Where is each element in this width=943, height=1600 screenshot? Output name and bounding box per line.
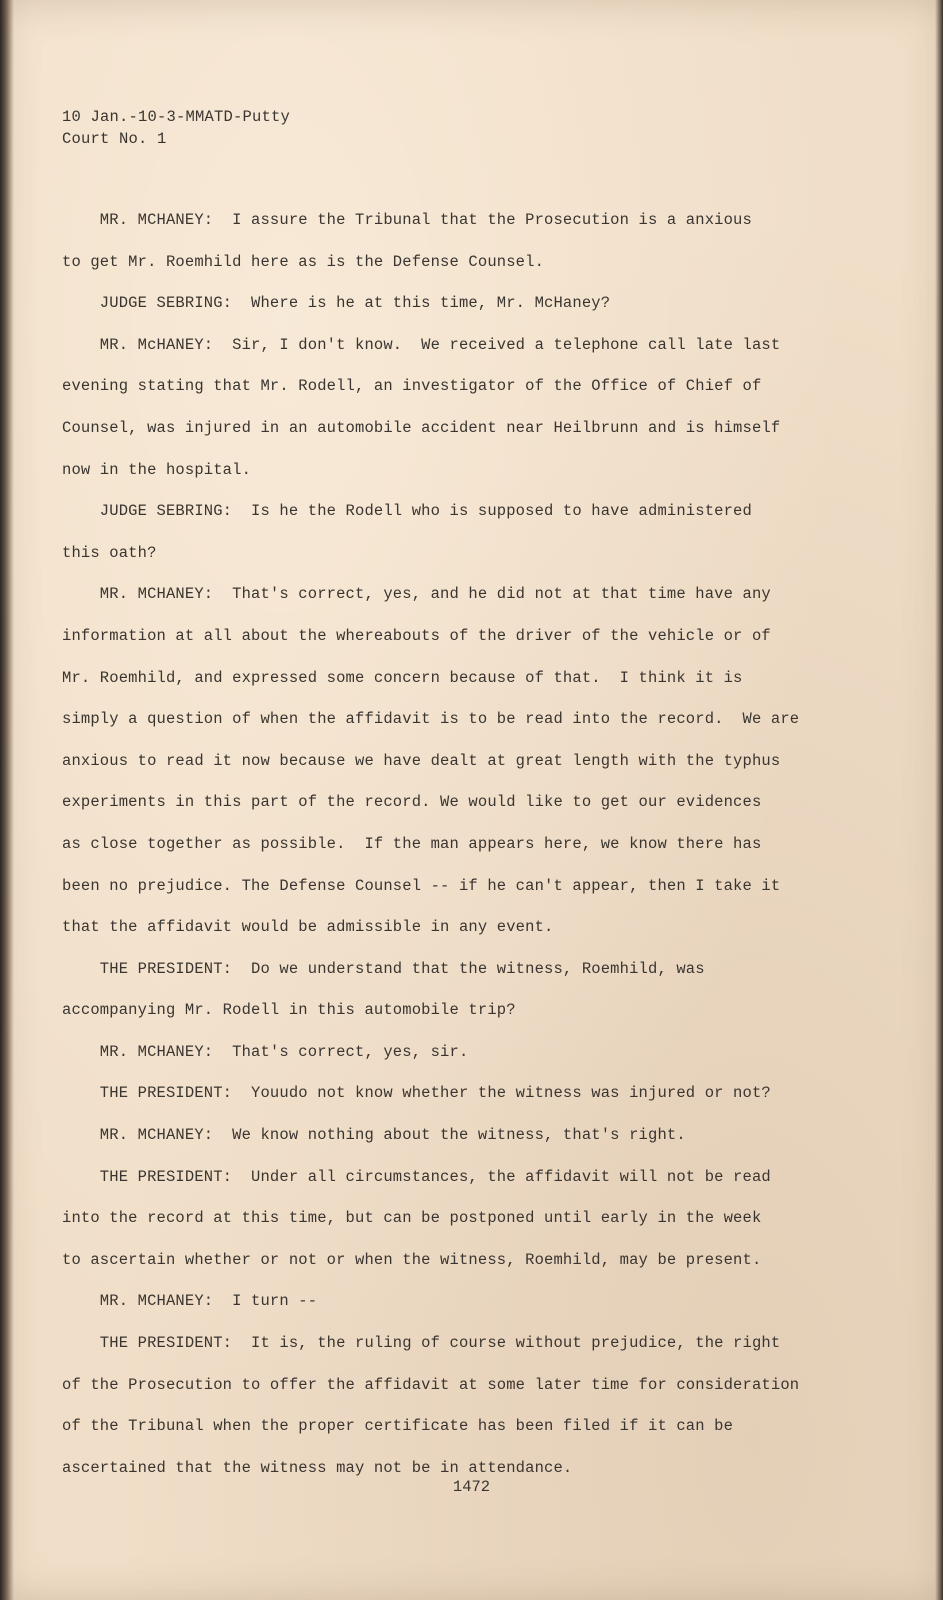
page-number: 1472 bbox=[452, 1478, 491, 1496]
transcript-line: MR. McHANEY: Sir, I don't know. We received a telephone call late last bbox=[62, 335, 781, 354]
transcript-body bbox=[62, 200, 882, 1489]
transcript-line: THE PRESIDENT: Do we understand that the witness, Roemhild, was bbox=[62, 959, 705, 978]
transcript-line: experiments in this part of the record. We would like to get our evidences bbox=[62, 793, 762, 812]
page-edge-shadow-right bbox=[935, 0, 943, 1600]
transcript-line: as close together as possible. If the man appears here, we know there has bbox=[62, 834, 762, 853]
transcript-line: MR. MCHANEY: I assure the Tribunal that the Prosecution is a anxious bbox=[62, 211, 752, 229]
transcript-line: ascertained that the witness may not be in attendance. bbox=[62, 1458, 573, 1477]
transcript-line: been no prejudice. The Defense Counsel -- if he can't appear, then I take it bbox=[62, 876, 781, 895]
transcript-line: Counsel, was injured in an automobile accident near Heilbrunn and is himself bbox=[62, 418, 781, 437]
transcript-line: THE PRESIDENT: It is, the ruling of course without prejudice, the right bbox=[62, 1334, 781, 1353]
transcript-line: anxious to read it now because we have dealt at great length with the typhus bbox=[62, 751, 781, 770]
transcript-line: of the Tribunal when the proper certificate has been filed if it can be bbox=[62, 1417, 734, 1436]
page-header bbox=[62, 106, 290, 150]
transcript-line: JUDGE SEBRING: Where is he at this time, Mr. McHaney? bbox=[62, 294, 611, 313]
transcript-line: this oath? bbox=[62, 543, 157, 562]
transcript-line: MR. MCHANEY: We know nothing about the witness, that's right. bbox=[62, 1126, 686, 1145]
transcript-line: that the affidavit would be admissible in any event. bbox=[62, 918, 554, 937]
transcript-line: evening stating that Mr. Rodell, an investigator of the Office of Chief of bbox=[62, 377, 762, 396]
transcript-line: MR. MCHANEY: I turn -- bbox=[62, 1292, 318, 1311]
transcript-line: MR. MCHANEY: That's correct, yes, and he did not at that time have any bbox=[62, 585, 771, 604]
header-reference-line: 10 Jan.-10-3-MMATD-Putty bbox=[62, 108, 291, 126]
transcript-line: of the Prosecution to offer the affidavit at some later time for consideration bbox=[62, 1375, 800, 1394]
transcript-line: simply a question of when the affidavit is to be read into the record. We are bbox=[62, 710, 800, 729]
transcript-line: to get Mr. Roemhild here as is the Defense Counsel. bbox=[62, 252, 545, 271]
transcript-line: information at all about the whereabouts of the driver of the vehicle or of bbox=[62, 626, 771, 645]
transcript-line: THE PRESIDENT: Under all circumstances, the affidavit will not be read bbox=[62, 1167, 771, 1186]
transcript-line: THE PRESIDENT: Youudo not know whether the witness was injured or not? bbox=[62, 1084, 771, 1103]
transcript-line: JUDGE SEBRING: Is he the Rodell who is supposed to have administered bbox=[62, 502, 752, 521]
header-court-line: Court No. 1 bbox=[62, 130, 167, 148]
transcript-line: now in the hospital. bbox=[62, 460, 252, 479]
transcript-line: to ascertain whether or not or when the witness, Roemhild, may be present. bbox=[62, 1250, 762, 1269]
transcript-line: Mr. Roemhild, and expressed some concern because of that. I think it is bbox=[62, 668, 743, 687]
transcript-line: accompanying Mr. Rodell in this automobile trip? bbox=[62, 1001, 516, 1020]
transcript-line: MR. MCHANEY: That's correct, yes, sir. bbox=[62, 1042, 469, 1061]
page-edge-shadow-left bbox=[0, 0, 14, 1600]
transcript-line: into the record at this time, but can be postponed until early in the week bbox=[62, 1209, 762, 1228]
